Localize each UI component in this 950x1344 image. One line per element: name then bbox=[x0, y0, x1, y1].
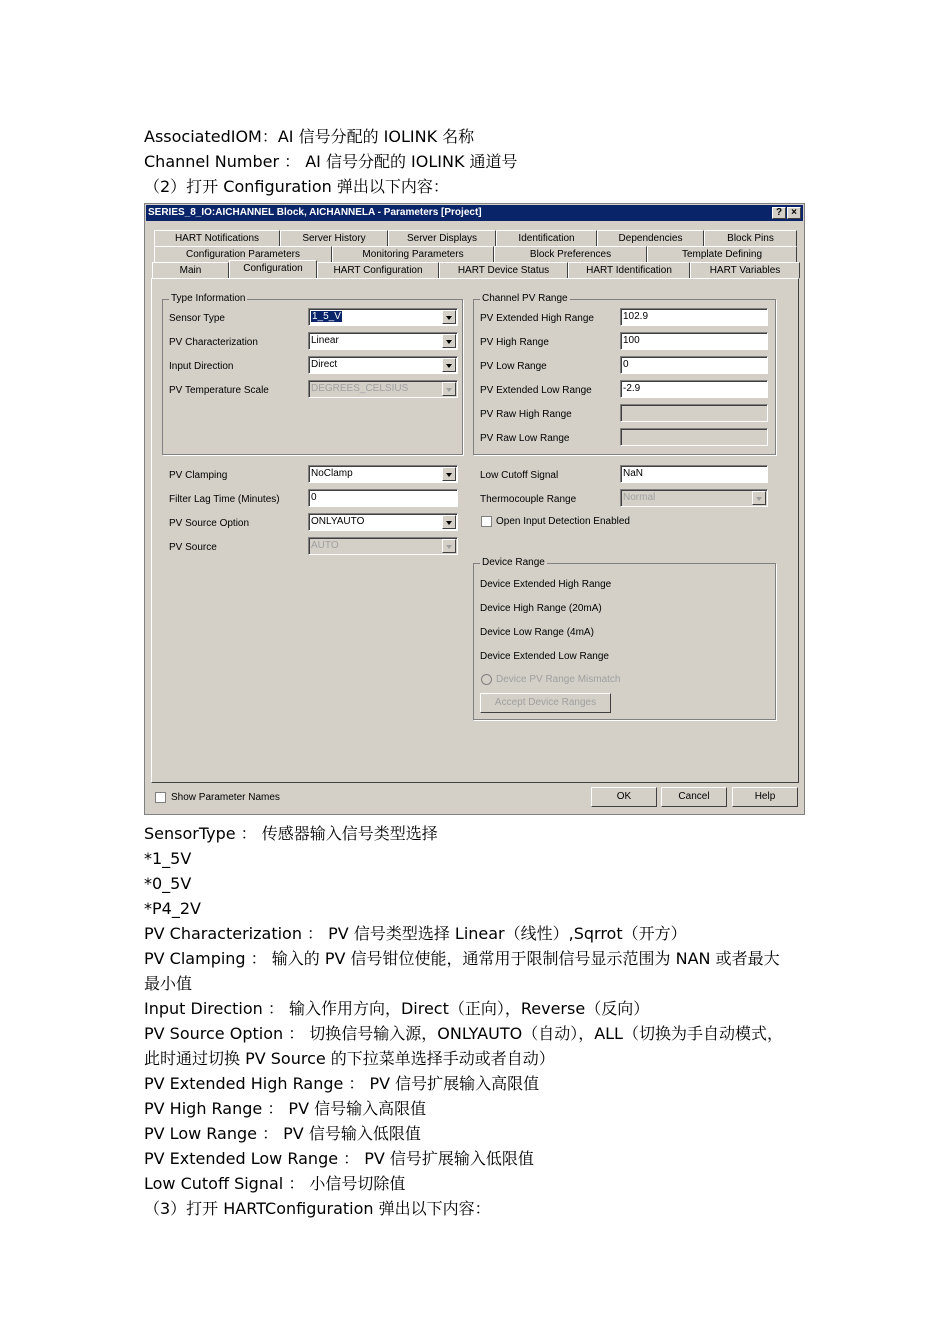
doc-line: PV High Range ： PV 信号输入高限值 bbox=[144, 1099, 427, 1118]
filter-lag-time-label: Filter Lag Time (Minutes) bbox=[169, 494, 280, 505]
device-extended-high-range-label: Device Extended High Range bbox=[480, 579, 612, 590]
pv-high-range-label: PV High Range bbox=[480, 337, 549, 348]
doc-line: Channel Number ： AI 信号分配的 IOLINK 通道号 bbox=[144, 152, 518, 171]
pv-temperature-scale-value: DEGREES_CELSIUS bbox=[311, 383, 409, 394]
pv-raw-low-range-field bbox=[620, 428, 768, 446]
pv-characterization-label: PV Characterization bbox=[169, 337, 258, 348]
sensor-type-label: Sensor Type bbox=[169, 313, 225, 324]
device-high-range-label: Device High Range (20mA) bbox=[480, 603, 602, 614]
pv-clamping-label: PV Clamping bbox=[169, 470, 228, 481]
pv-extended-high-range-label: PV Extended High Range bbox=[480, 313, 594, 324]
show-parameter-names-checkbox[interactable] bbox=[155, 792, 166, 803]
pv-source-option-label: PV Source Option bbox=[169, 518, 250, 529]
pv-high-range-field[interactable]: 100 bbox=[620, 332, 768, 350]
pv-source-value: AUTO bbox=[311, 540, 339, 551]
pv-raw-low-range-label: PV Raw Low Range bbox=[480, 433, 570, 444]
doc-line: PV Extended Low Range ： PV 信号扩展输入低限值 bbox=[144, 1149, 534, 1168]
input-direction-value: Direct bbox=[311, 359, 338, 370]
doc-line: （2）打开 Configuration 弹出以下内容： bbox=[144, 177, 449, 196]
doc-line: PV Low Range ： PV 信号输入低限值 bbox=[144, 1124, 421, 1143]
tab-panel bbox=[151, 278, 799, 783]
doc-line: （3）打开 HARTConfiguration 弹出以下内容： bbox=[144, 1199, 491, 1218]
chevron-down-icon[interactable] bbox=[442, 515, 456, 529]
channel-pv-range-legend: Channel PV Range bbox=[482, 293, 568, 304]
pv-raw-high-range-field bbox=[620, 404, 768, 422]
device-extended-low-range-label: Device Extended Low Range bbox=[480, 651, 609, 662]
tab-hart-variables[interactable]: HART Variables bbox=[690, 262, 800, 278]
close-icon[interactable]: × bbox=[787, 207, 801, 219]
pv-extended-low-range-field[interactable]: -2.9 bbox=[620, 380, 768, 398]
help-button[interactable]: Help bbox=[732, 787, 798, 807]
filter-lag-time-field[interactable]: 0 bbox=[308, 489, 458, 507]
dialog-title: SERIES_8_IO:AICHANNEL Block, AICHANNELA - Parameters [Project] bbox=[148, 207, 482, 218]
type-information-legend: Type Information bbox=[171, 293, 246, 304]
tab-hart-configuration[interactable]: HART Configuration bbox=[317, 262, 439, 278]
open-input-detection-label: Open Input Detection Enabled bbox=[496, 516, 630, 527]
tab-hart-notifications[interactable]: HART Notifications bbox=[154, 230, 280, 246]
tab-block-pins[interactable]: Block Pins bbox=[704, 230, 797, 246]
pv-temperature-scale-select bbox=[308, 380, 458, 398]
low-cutoff-signal-field[interactable]: NaN bbox=[620, 465, 768, 483]
ok-button[interactable]: OK bbox=[591, 787, 657, 807]
chevron-down-icon[interactable] bbox=[442, 467, 456, 481]
doc-line: *P4_2V bbox=[144, 899, 201, 918]
chevron-down-icon[interactable] bbox=[442, 358, 456, 372]
doc-line: PV Extended High Range ： PV 信号扩展输入高限值 bbox=[144, 1074, 540, 1093]
low-cutoff-signal-label: Low Cutoff Signal bbox=[480, 470, 559, 481]
open-input-detection-checkbox[interactable] bbox=[481, 516, 492, 527]
doc-line: Low Cutoff Signal ： 小信号切除值 bbox=[144, 1174, 406, 1193]
doc-line: SensorType ： 传感器输入信号类型选择 bbox=[144, 824, 438, 843]
tab-configuration[interactable]: Configuration bbox=[229, 260, 317, 278]
doc-line: PV Source Option ： 切换信号输入源，ONLYAUTO（自动），ALL（切换为手自动模式， bbox=[144, 1024, 783, 1043]
device-pv-range-mismatch-indicator bbox=[481, 674, 492, 685]
pv-temperature-scale-label: PV Temperature Scale bbox=[169, 385, 269, 396]
tab-configuration-parameters[interactable]: Configuration Parameters bbox=[154, 246, 332, 262]
tab-main[interactable]: Main bbox=[152, 262, 229, 278]
chevron-down-icon bbox=[442, 382, 456, 396]
device-range-legend: Device Range bbox=[482, 557, 545, 568]
thermocouple-range-select bbox=[620, 489, 768, 507]
doc-line: 此时通过切换 PV Source 的下拉菜单选择手动或者自动） bbox=[144, 1049, 555, 1068]
doc-line: 最小值 bbox=[144, 974, 193, 993]
device-low-range-label: Device Low Range (4mA) bbox=[480, 627, 594, 638]
doc-line: AssociatedIOM：AI 信号分配的 IOLINK 名称 bbox=[144, 127, 475, 146]
pv-extended-high-range-field[interactable]: 102.9 bbox=[620, 308, 768, 326]
chevron-down-icon bbox=[442, 539, 456, 553]
pv-clamping-select[interactable] bbox=[308, 465, 458, 483]
doc-line: PV Clamping ： 输入的 PV 信号钳位使能，通常用于限制信号显示范围为 NAN 或者最大 bbox=[144, 949, 780, 968]
tab-server-history[interactable]: Server History bbox=[280, 230, 388, 246]
doc-line: *0_5V bbox=[144, 874, 192, 893]
help-icon[interactable]: ? bbox=[772, 207, 786, 219]
chevron-down-icon bbox=[752, 491, 766, 505]
thermocouple-range-value: Normal bbox=[623, 492, 656, 503]
tab-hart-identification[interactable]: HART Identification bbox=[568, 262, 690, 278]
device-pv-range-mismatch-label: Device PV Range Mismatch bbox=[496, 674, 621, 685]
pv-source-select bbox=[308, 537, 458, 555]
tab-dependencies[interactable]: Dependencies bbox=[597, 230, 704, 246]
pv-low-range-field[interactable]: 0 bbox=[620, 356, 768, 374]
doc-line: Input Direction ： 输入作用方向，Direct（正向），Reverse（反向） bbox=[144, 999, 650, 1018]
pv-low-range-label: PV Low Range bbox=[480, 361, 547, 372]
sensor-type-value: 1_5_V bbox=[312, 311, 341, 322]
sensor-type-select[interactable] bbox=[308, 308, 458, 326]
pv-extended-low-range-label: PV Extended Low Range bbox=[480, 385, 592, 396]
cancel-button[interactable]: Cancel bbox=[661, 787, 727, 807]
tab-identification[interactable]: Identification bbox=[496, 230, 597, 246]
tab-monitoring-parameters[interactable]: Monitoring Parameters bbox=[332, 246, 494, 262]
accept-device-ranges-button: Accept Device Ranges bbox=[480, 693, 611, 713]
pv-characterization-value: Linear bbox=[311, 335, 339, 346]
tab-server-displays[interactable]: Server Displays bbox=[388, 230, 496, 246]
tab-block-preferences[interactable]: Block Preferences bbox=[494, 246, 647, 262]
parameters-dialog bbox=[144, 203, 805, 815]
input-direction-label: Input Direction bbox=[169, 361, 234, 372]
pv-raw-high-range-label: PV Raw High Range bbox=[480, 409, 572, 420]
pv-characterization-select[interactable] bbox=[308, 332, 458, 350]
pv-source-option-select[interactable] bbox=[308, 513, 458, 531]
doc-line: *1_5V bbox=[144, 849, 192, 868]
pv-source-label: PV Source bbox=[169, 542, 217, 553]
dialog-titlebar bbox=[146, 205, 803, 221]
chevron-down-icon[interactable] bbox=[442, 334, 456, 348]
show-parameter-names-label: Show Parameter Names bbox=[171, 792, 280, 803]
pv-source-option-value: ONLYAUTO bbox=[311, 516, 365, 527]
chevron-down-icon[interactable] bbox=[442, 310, 456, 324]
tab-template-defining[interactable]: Template Defining bbox=[647, 246, 797, 262]
pv-clamping-value: NoClamp bbox=[311, 468, 353, 479]
doc-line: PV Characterization ： PV 信号类型选择 Linear（线性）,Sqrrot（开方） bbox=[144, 924, 687, 943]
input-direction-select[interactable] bbox=[308, 356, 458, 374]
tab-hart-device-status[interactable]: HART Device Status bbox=[439, 262, 568, 278]
thermocouple-range-label: Thermocouple Range bbox=[480, 494, 577, 505]
